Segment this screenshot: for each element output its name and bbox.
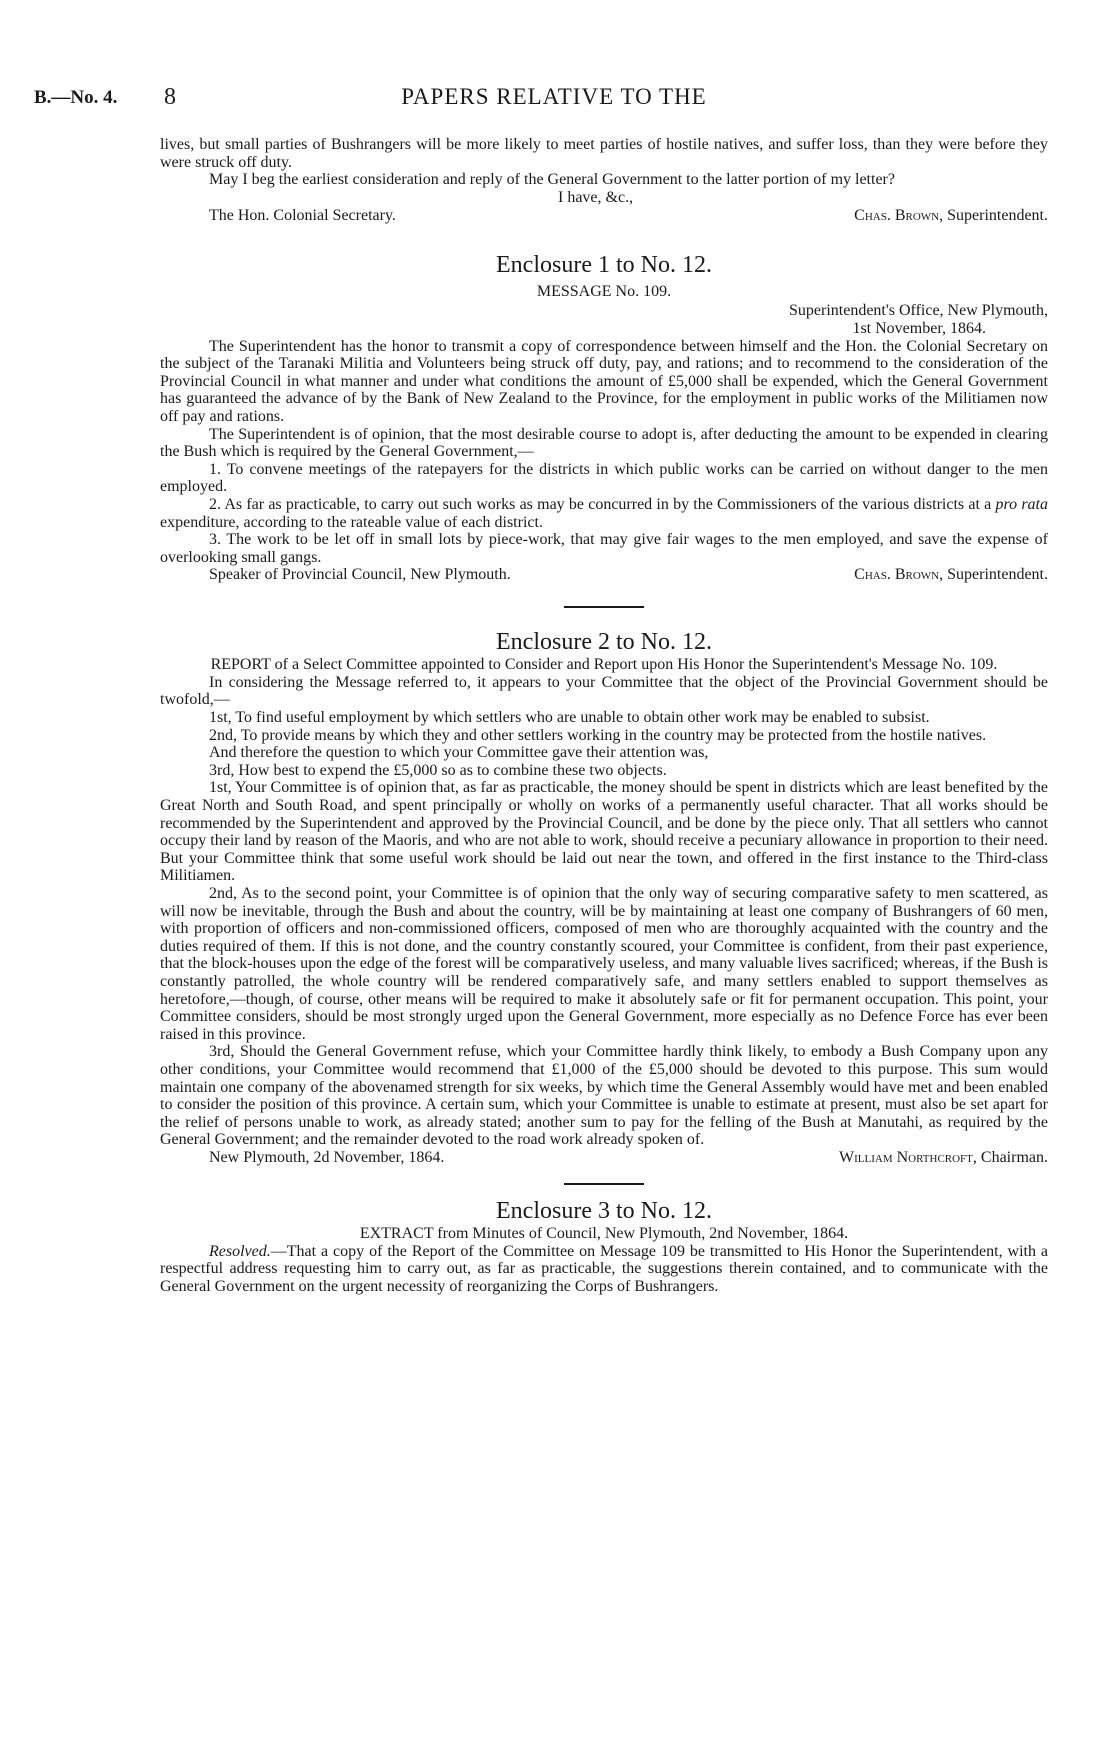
enclosure-1-subheading: MESSAGE No. 109. bbox=[536, 282, 672, 300]
intro-paragraph: lives, but small parties of Bushrangers will be more likely to meet parties of hostile natives, and suffer loss, than they were before they were struck off duty. bbox=[160, 136, 1048, 171]
enclosure-2-paragraph: And therefore the question to which your Committee gave their attention was, bbox=[209, 744, 709, 762]
running-title: PAPERS RELATIVE TO THE bbox=[401, 84, 707, 109]
intro-closing: I have, &c., bbox=[558, 188, 634, 206]
enclosure-1-place: Superintendent's Office, New Plymouth, bbox=[789, 302, 1048, 320]
enclosure-1-item: 3. The work to be let off in small lots by piece-work, that may give fair wages to the men employed, and save the expense of overlooking small gangs. bbox=[160, 531, 1048, 566]
enclosure-2-paragraph: 3rd, How best to expend the £5,000 so as to combine these two objects. bbox=[209, 761, 667, 779]
enclosure-2-paragraph: 1st, Your Committee is of opinion that, as far as practicable, the money should be spent in districts which are least benefited by the Great North and South Road, and spent principally or wholly on works of a permanently useful character. That all works should be recommended by the Superintendent and approved by the Provincial Council, and be done by the piece only. That all settlers who cannot occupy their land by reason of the Maoris, and who are not able to work, should receive a pecuniary allowance in proportion to their need. But your Committee think that some useful work should be laid out near the town, and offered in the first instance to the Third-class Militiamen. bbox=[160, 779, 1048, 885]
enclosure-1-item: 2. As far as practicable, to carry out such works as may be concurred in by the Commissioners of the various districts at a pro rata expenditure, according to the rateable value of each district. bbox=[160, 495, 1048, 531]
enclosure-2-paragraph: 3rd, Should the General Government refuse, which your Committee hardly think likely, to embody a Bush Company upon any other conditions, your Committee would recommend that £1,000 of the £5,000 should be devoted to this purpose. This sum would maintain one company of the abovenamed strength for six weeks, by which time the General Assembly would have met and been enabled to consider the position of this province. A certain sum, which your Committee is unable to estimate at present, must also be set apart for the relief of persons unable to work, as already stated; another sum to pay for the felling of the Bush at Manutahi, as required by the General Government; and the remainder devoted to the road work already spoken of. bbox=[160, 1043, 1048, 1149]
enclosure-1-signature-line bbox=[160, 566, 1048, 584]
enclosure-1-item: 1. To convene meetings of the ratepayers for the districts in which public works can be carried on without danger to the men employed. bbox=[160, 460, 1048, 496]
intro-signature: Chas. Brown, Superintendent. bbox=[854, 206, 1048, 224]
enclosure-1-paragraph: The Superintendent is of opinion, that the most desirable course to adopt is, after deducting the amount to be expended in clearing the Bush which is required by the General Government,— bbox=[160, 425, 1048, 461]
page-number: 8 bbox=[164, 84, 176, 110]
page-header bbox=[34, 84, 1074, 114]
section-divider bbox=[564, 1183, 644, 1185]
enclosure-2-title: REPORT of a Select Committee appointed to Consider and Report upon His Honor the Superintendent's Message No. 109. bbox=[210, 656, 998, 674]
enclosure-1-addressee: Speaker of Provincial Council, New Plymouth. bbox=[209, 566, 511, 584]
enclosure-3-resolution: Resolved.—That a copy of the Report of the Committee on Message 109 be transmitted to His Honor the Superintendent, with a respectful address requesting him to carry out, as far as practicable, the suggestions therein contained, and to communicate with the General Government on the urgent necessity of reorganizing the Corps of Bushrangers. bbox=[160, 1242, 1048, 1295]
intro-closing-line bbox=[160, 189, 1048, 207]
intro-addressee: The Hon. Colonial Secretary. bbox=[209, 206, 396, 224]
enclosure-1-signature: Chas. Brown, Superintendent. bbox=[854, 566, 1048, 584]
enclosure-2-heading: Enclosure 2 to No. 12. bbox=[496, 629, 712, 656]
document-body bbox=[160, 136, 1048, 1295]
enclosure-2-place-date: New Plymouth, 2d November, 1864. bbox=[209, 1148, 445, 1166]
enclosure-2-signature: William Northcroft, Chairman. bbox=[839, 1148, 1048, 1166]
intro-signature-line bbox=[160, 207, 1048, 225]
enclosure-2-paragraph: 2nd, To provide means by which they and other settlers working in the country may be protected from the hostile natives. bbox=[209, 726, 987, 744]
enclosure-3-title: EXTRACT from Minutes of Council, New Plymouth, 2nd November, 1864. bbox=[359, 1224, 849, 1242]
enclosure-2-paragraph: 1st, To find useful employment by which settlers who are unable to obtain other work may be enabled to subsist. bbox=[209, 709, 930, 727]
enclosure-1-paragraph: The Superintendent has the honor to transmit a copy of correspondence between himself and the Hon. the Colonial Secretary on the subject of the Taranaki Militia and Volunteers being struck off duty, pay, and rations; and to recommend to the consideration of the Provincial Council in what manner and under what conditions the amount of £5,000 shall be expended, which the General Government has guaranteed the advance of by the Bank of New Zealand to the Province, for the employment in public works of the Militiamen now off pay and rations. bbox=[160, 337, 1048, 425]
enclosure-2-signature-line bbox=[160, 1149, 1048, 1167]
document-reference: B.—No. 4. bbox=[34, 87, 118, 108]
enclosure-1-heading: Enclosure 1 to No. 12. bbox=[496, 251, 712, 278]
section-divider bbox=[564, 606, 644, 608]
intro-request: May I beg the earliest consideration and reply of the General Government to the latter portion of my letter? bbox=[209, 171, 895, 189]
enclosure-2-paragraph: 2nd, As to the second point, your Committee is of opinion that the only way of securing comparative safety to men scattered, as will now be inevitable, through the Bush and about the country, will be by maintaining at least one company of Bushrangers of 60 men, with proportion of officers and non-commissioned officers, composed of men who are thoroughly acquainted with the country and the duties required of them. If this is not done, and the country constantly scoured, your Committee is confident, from their past experience, that the block-houses upon the edge of the forest will be comparatively useless, and many valuable lives sacrificed; whereas, if the Bush is constantly patrolled, the whole country will be rendered comparatively safe, and many settlers enabled to support themselves as heretofore,—though, of course, other means will be required to make it absolutely safe or fit for permanent occupation. This point, your Committee considers, should be most strongly urged upon the General Government, more especially as no Defence Force has ever been raised in this province. bbox=[160, 885, 1048, 1043]
enclosure-3-heading: Enclosure 3 to No. 12. bbox=[496, 1197, 712, 1224]
enclosure-2-paragraph: In considering the Message referred to, it appears to your Committee that the object of the Provincial Government should be twofold,— bbox=[160, 673, 1048, 709]
enclosure-1-date: 1st November, 1864. bbox=[852, 319, 986, 337]
